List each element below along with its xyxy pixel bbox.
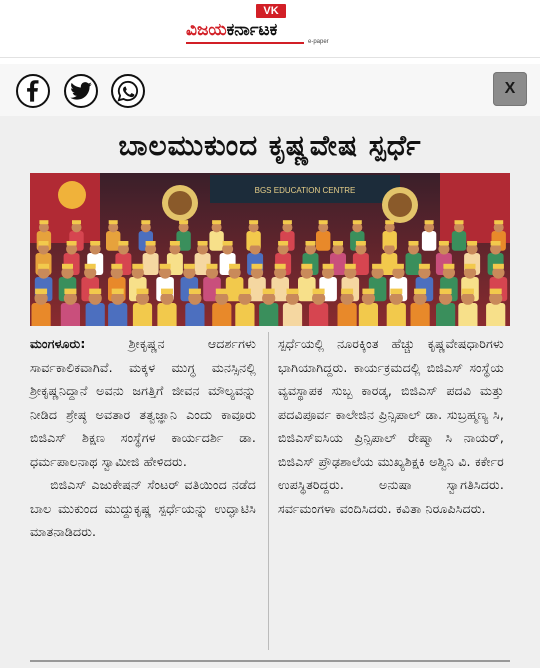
close-button[interactable]: X bbox=[493, 72, 527, 106]
crown bbox=[356, 241, 366, 246]
crown bbox=[455, 220, 464, 224]
crown bbox=[62, 264, 73, 269]
article-photo bbox=[30, 173, 510, 326]
crown bbox=[35, 289, 47, 294]
crown bbox=[212, 220, 221, 224]
child-figure bbox=[436, 303, 455, 326]
child-figure bbox=[143, 253, 159, 275]
crown bbox=[362, 289, 374, 294]
crown bbox=[385, 220, 394, 224]
crown bbox=[198, 241, 208, 246]
child-figure bbox=[235, 303, 254, 326]
crown bbox=[38, 264, 49, 269]
twitter-share-button[interactable] bbox=[64, 74, 98, 108]
child-figure bbox=[422, 231, 436, 251]
crown bbox=[425, 220, 434, 224]
crown bbox=[278, 241, 288, 246]
paragraph-text: ಸ್ಪರ್ಧೆಯಲ್ಲಿ ನೂರಕ್ಕಿಂತ ಹೆಚ್ಚು ಕೃಷ್ಣವೇಷಧಾರಿಗಳು ಭಾಗಿಯಾಗಿದ್ದರು. ಕಾರ್ಯಕ್ರಮದಲ್ಲಿ ಬಿಜಿಎಸ್ ಸಂಸ್ಥೆಯ ವ್ಯವಸ್ಥಾಪಕ ಸುಬ್ಬ ಕಾರಡ್ಕ, ಬಿಜಿಎಸ್ ಪದವಿ ಮತ್ತು ಪದವಿಪೂರ್ವ ಕಾಲೇಜಿನ ಪ್ರಿನ್ಸಿಪಾಲ್ ಡಾ. ಸುಬ್ರಹ್ಮಣ್ಯ ಸಿ, ಬಿಜಿಎಸ್‌ಐಸಿಯ ಪ್ರಿನ್ಸಿಪಾಲ್ ರೇಷ್ಮಾ ಸಿ ನಾಯರ್, ಬಿಜಿಎಸ್ ಪ್ರೌಢಶಾಲೆಯ ಮುಖ್ಯಶಿಕ್ಷಕಿ ಅಶ್ವಿನಿ ವಿ. ಕರ್ಕೇರ ಉಪಸ್ಥಿತರಿದ್ದರು. ಅನುಷಾ ಸ್ವಾಗತಿಸಿದರು. ಸರ್ವಮಂಗಳಾ ವಂದಿಸಿದರು. ಕವಿತಾ ನಿರೂಪಿಸಿದರು. bbox=[278, 336, 504, 516]
article-column-left bbox=[30, 332, 256, 544]
crown bbox=[132, 264, 143, 269]
child-figure bbox=[212, 303, 231, 326]
crown bbox=[301, 264, 312, 269]
child-figure bbox=[185, 303, 204, 326]
logo-badge: VK bbox=[256, 4, 286, 18]
crown bbox=[393, 264, 404, 269]
child-figure bbox=[486, 303, 505, 326]
crown bbox=[161, 289, 173, 294]
crown bbox=[146, 241, 156, 246]
crown bbox=[229, 264, 240, 269]
crown bbox=[184, 264, 195, 269]
crown bbox=[39, 220, 48, 224]
child-figure bbox=[309, 303, 328, 326]
crown bbox=[39, 241, 49, 246]
crown bbox=[160, 264, 171, 269]
dateline: ಮಂಗಳೂರು: bbox=[30, 336, 86, 351]
child-figure bbox=[316, 231, 330, 251]
crown bbox=[465, 264, 476, 269]
crown bbox=[141, 220, 150, 224]
crown bbox=[440, 289, 452, 294]
crown bbox=[390, 289, 402, 294]
crown bbox=[189, 289, 201, 294]
crown bbox=[109, 220, 118, 224]
crown bbox=[89, 289, 101, 294]
facebook-share-button[interactable] bbox=[16, 74, 50, 108]
child-figure bbox=[157, 303, 176, 326]
crown bbox=[250, 241, 260, 246]
child-figure bbox=[61, 303, 80, 326]
crown bbox=[170, 241, 180, 246]
logo-title-dark: ಕರ್ನಾಟಕ bbox=[226, 20, 278, 40]
child-figure bbox=[283, 303, 302, 326]
child-figure bbox=[133, 303, 152, 326]
crown bbox=[306, 241, 316, 246]
crown bbox=[467, 241, 477, 246]
bottom-rule bbox=[30, 660, 510, 662]
logo-underline bbox=[186, 42, 304, 44]
article-column-right bbox=[278, 332, 504, 520]
crown bbox=[112, 289, 124, 294]
child-figure bbox=[108, 303, 127, 326]
crown bbox=[419, 264, 430, 269]
child-figure bbox=[32, 303, 51, 326]
crown bbox=[462, 289, 474, 294]
whatsapp-icon bbox=[117, 80, 139, 102]
vijay-karnataka-logo[interactable] bbox=[186, 4, 356, 52]
crown bbox=[263, 289, 275, 294]
crown bbox=[353, 220, 362, 224]
child-figure bbox=[458, 303, 477, 326]
child-figure bbox=[387, 303, 406, 326]
child-figure bbox=[259, 303, 278, 326]
share-toolbar bbox=[0, 64, 540, 116]
crown bbox=[283, 220, 292, 224]
child-figure bbox=[452, 231, 466, 251]
app-header bbox=[0, 0, 540, 58]
crown bbox=[64, 289, 76, 294]
child-figure bbox=[209, 231, 223, 251]
article-body bbox=[30, 332, 510, 656]
crown bbox=[67, 241, 77, 246]
crown bbox=[414, 289, 426, 294]
crown bbox=[90, 241, 100, 246]
twitter-icon bbox=[70, 82, 92, 100]
crown bbox=[439, 241, 449, 246]
article-paragraph bbox=[278, 332, 504, 520]
crown bbox=[490, 289, 502, 294]
crown bbox=[333, 241, 343, 246]
crown bbox=[207, 264, 218, 269]
crown bbox=[323, 264, 334, 269]
crown bbox=[179, 220, 188, 224]
paragraph-text: ಬಿಜಿಎಸ್ ಎಜುಕೇಷನ್ ಸೆಂಟರ್ ವತಿಯಿಂದ ನಡೆದ ಬಾಲ ಮುಕುಂದ ಮುದ್ದುಕೃಷ್ಣ ಸ್ಪರ್ಧೆಯನ್ನು ಉದ್ಘಾಟಿಸಿ ಮಾತನಾಡಿದರು. bbox=[30, 477, 256, 539]
child-figure bbox=[86, 303, 105, 326]
crown bbox=[409, 241, 419, 246]
crown bbox=[252, 264, 263, 269]
crown bbox=[313, 289, 325, 294]
crown bbox=[287, 289, 299, 294]
child-figure bbox=[338, 303, 357, 326]
crown bbox=[85, 264, 96, 269]
crown bbox=[275, 264, 286, 269]
logo-title-red: ವಿಜಯ bbox=[186, 20, 227, 40]
whatsapp-share-button[interactable] bbox=[111, 74, 145, 108]
crown bbox=[118, 241, 128, 246]
facebook-icon bbox=[23, 80, 43, 102]
crown bbox=[345, 264, 356, 269]
article-paragraph bbox=[30, 332, 256, 473]
crown bbox=[137, 289, 149, 294]
crown bbox=[384, 241, 394, 246]
crown bbox=[494, 220, 503, 224]
crown bbox=[372, 264, 383, 269]
crown bbox=[491, 241, 501, 246]
article-headline: ಬಾಲಮುಕುಂದ ಕೃಷ್ಣವೇಷ ಸ್ಪರ್ಧೆ bbox=[118, 129, 422, 162]
crown bbox=[443, 264, 454, 269]
crown bbox=[216, 289, 228, 294]
crown bbox=[319, 220, 328, 224]
paragraph-text: ಶ್ರೀಕೃಷ್ಣನ ಆದರ್ಶಗಳು ಸಾರ್ವಕಾಲಿಕವಾಗಿವೆ. ಮಕ್ಕಳ ಮುಗ್ಧ ಮನಸ್ಸಿನಲ್ಲಿ ಶ್ರೀಕೃಷ್ಣನಿದ್ದಾನೆ ಅವನು ಜಗತ್ತಿಗೆ ಜೀವನ ಮೌಲ್ಯವನ್ನು ನೀಡಿದ ಶ್ರೇಷ್ಠ ಅವತಾರ ತತ್ವಜ್ಞಾನಿ ಎಂದು ಕಾವೂರು ಬಿಜಿಎಸ್ ಶಿಕ್ಷಣ ಸಂಸ್ಥೆಗಳ ಕಾರ್ಯದರ್ಶಿ ಡಾ. ಧರ್ಮಪಾಲನಾಥ ಸ್ವಾಮೀಜಿ ಹೇಳಿದರು. bbox=[30, 336, 256, 469]
child-figure bbox=[359, 303, 378, 326]
article-paragraph bbox=[30, 473, 256, 544]
crown bbox=[223, 241, 233, 246]
column-divider bbox=[268, 332, 269, 650]
crown bbox=[239, 289, 251, 294]
logo-title bbox=[186, 18, 356, 42]
crown bbox=[341, 289, 353, 294]
stage-banner-text: BGS EDUCATION CENTRE bbox=[254, 186, 356, 195]
crown bbox=[111, 264, 122, 269]
group-photo-kids-krishna-costumes bbox=[30, 173, 510, 326]
crown bbox=[72, 220, 81, 224]
crown bbox=[493, 264, 504, 269]
child-figure bbox=[411, 303, 430, 326]
crown bbox=[249, 220, 258, 224]
logo-subtitle: e-paper bbox=[308, 39, 329, 45]
